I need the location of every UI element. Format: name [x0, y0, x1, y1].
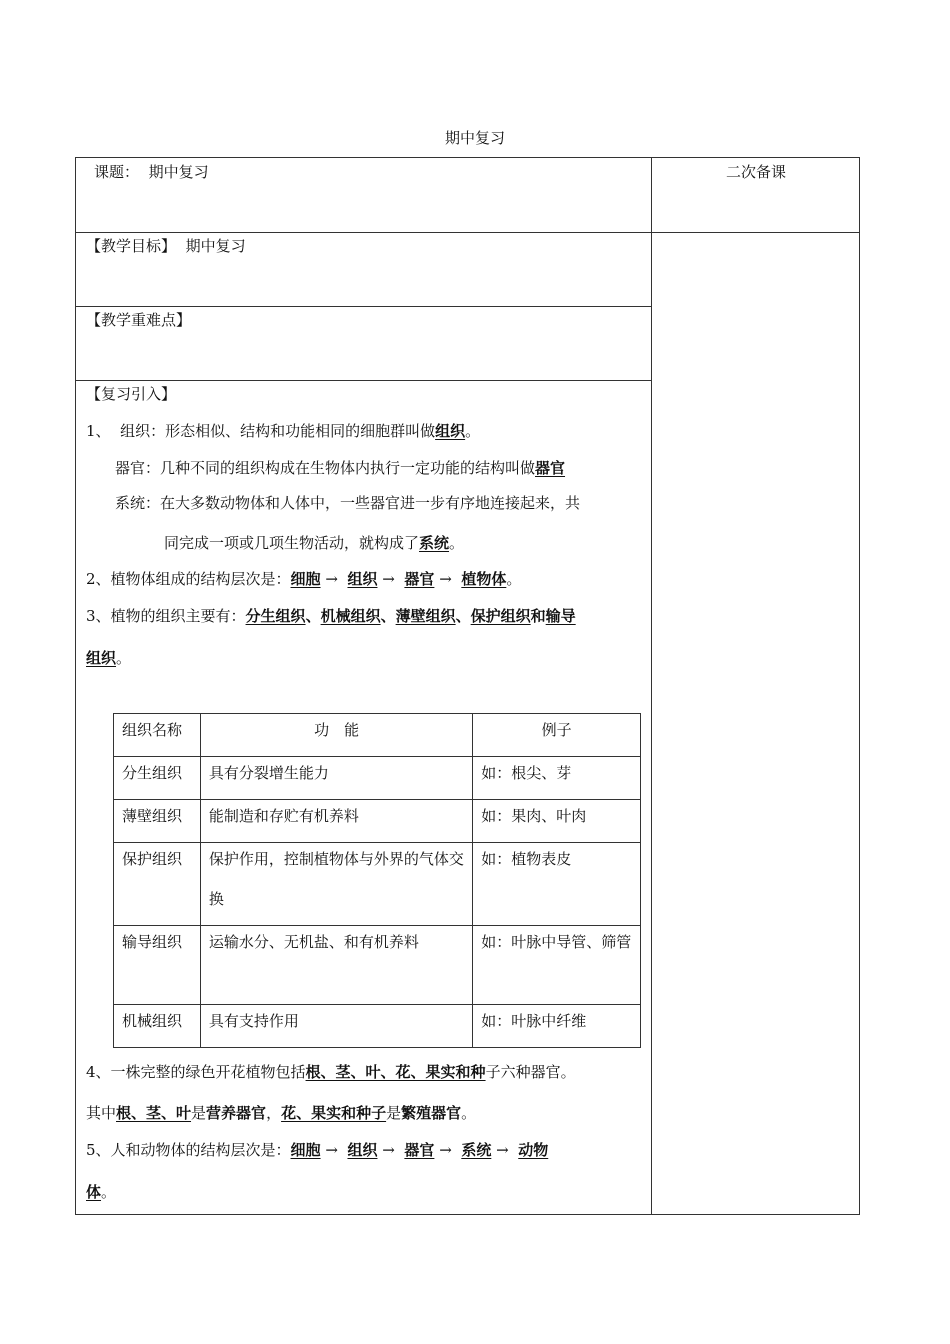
term-tissue: 组织	[435, 422, 466, 440]
table-header-cell: 例子	[541, 721, 572, 739]
table-cell: 机械组织	[122, 1012, 183, 1030]
table-cell: 运输水分、无机盐、和有机养料	[208, 933, 419, 951]
row-divider	[76, 306, 651, 307]
table-cell: 具有支持作用	[208, 1012, 299, 1030]
topic-row	[94, 162, 209, 182]
review-organ-definition: 器官：几种不同的组织构成在生物体内执行一定功能的结构叫做器官	[115, 459, 566, 477]
difficulties-label: 【教学重难点】	[86, 311, 192, 329]
review-item-5-cont: 体。	[86, 1183, 117, 1201]
table-cell: 如：果肉、叶肉	[481, 807, 587, 825]
row-divider	[76, 380, 651, 381]
objectives-row	[86, 236, 246, 256]
review-item-4-cont: 其中根、茎、叶是营养器官，花、果实和种子是繁殖器官。	[86, 1104, 477, 1122]
table-cell: 如：植物表皮	[481, 850, 572, 868]
table-row	[114, 1005, 641, 1048]
table-row	[114, 757, 641, 800]
side-column-label: 二次备课	[725, 163, 786, 181]
table-cell: 输导组织	[122, 933, 183, 951]
table-cell: 分生组织	[122, 764, 183, 782]
table-row	[114, 800, 641, 843]
table-cell: 如：叶脉中纤维	[481, 1012, 587, 1030]
document-title: 期中复习	[444, 129, 505, 147]
table-cell: 薄壁组织	[122, 807, 183, 825]
term-system: 系统	[419, 534, 450, 552]
topic-label: 课题：	[94, 163, 140, 181]
lesson-plan-table	[75, 157, 860, 1215]
table-header-row	[114, 714, 641, 757]
table-header-cell: 组织名称	[122, 721, 183, 739]
review-system-definition: 系统：在大多数动物体和人体中，一些器官进一步有序地连接起来，共	[115, 494, 581, 512]
table-cell: 保护作用，控制植物体与外界的气体交换	[208, 850, 464, 908]
table-cell: 如：根尖、芽	[481, 764, 572, 782]
review-item-1: 1、 组织：形态相似、结构和功能相同的细胞群叫做组织。	[86, 422, 481, 440]
column-divider	[651, 158, 652, 1214]
table-cell: 如：叶脉中导管、筛管	[481, 933, 632, 951]
review-item-2: 2、植物体组成的结构层次是：细胞 → 组织 → 器官 → 植物体。	[86, 570, 522, 588]
review-item-3-cont: 组织。	[86, 649, 132, 667]
review-item-3: 3、植物的组织主要有：分生组织、机械组织、薄壁组织、保护组织和输导	[86, 607, 576, 625]
objectives-value: 期中复习	[185, 237, 246, 255]
table-header-cell: 功 能	[314, 721, 360, 739]
review-label: 【复习引入】	[86, 385, 177, 403]
table-cell: 能制造和存贮有机养料	[208, 807, 359, 825]
term-organ: 器官	[535, 459, 566, 477]
table-cell: 保护组织	[122, 850, 183, 868]
tissue-table	[113, 713, 641, 1048]
table-cell: 具有分裂增生能力	[208, 764, 329, 782]
table-row	[114, 926, 641, 1005]
row-divider	[76, 232, 860, 233]
objectives-label: 【教学目标】	[86, 237, 177, 255]
review-system-definition-cont: 同完成一项或几项生物活动，就构成了系统。	[164, 534, 465, 552]
table-row	[114, 843, 641, 926]
topic-value: 期中复习	[148, 163, 209, 181]
review-item-4: 4、一株完整的绿色开花植物包括根、茎、叶、花、果实和种子六种器官。	[86, 1063, 576, 1081]
review-item-5: 5、人和动物体的结构层次是：细胞 → 组织 → 器官 → 系统 → 动物	[86, 1141, 549, 1159]
